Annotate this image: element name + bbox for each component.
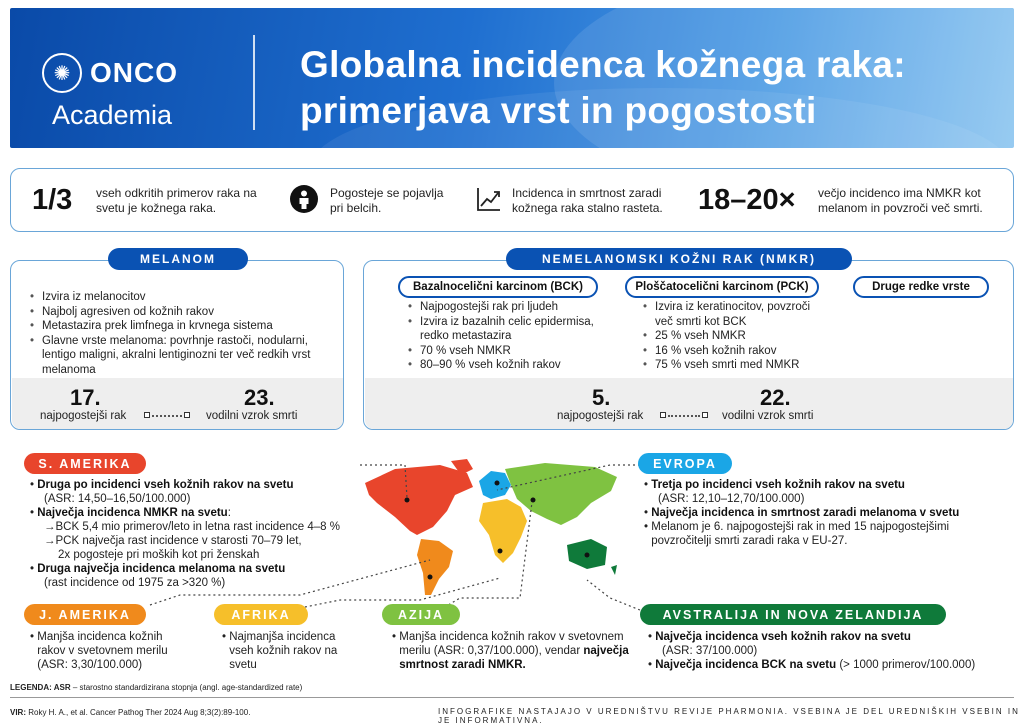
- text-line: [644, 506, 989, 520]
- text-strong: Tretja po incidenci vseh kožnih rakov na svetu: [651, 479, 905, 491]
- text-line: →PCK največja rast incidence v starosti 70–79 let,: [44, 535, 302, 547]
- tag-afrika: AFRIKA: [214, 604, 308, 625]
- text-line: • Največja incidenca vseh kožnih rakov na svetu: [648, 631, 911, 643]
- text-strong: največja smrtnost zaradi NMKR.: [399, 645, 629, 671]
- melanom-rank2: 23.: [244, 385, 275, 410]
- footer-divider: [10, 697, 1014, 698]
- text-strong: Največja incidenca in smrtnost zaradi melanoma v svetu: [651, 507, 960, 519]
- bullet: •: [392, 631, 400, 643]
- list-item: • Izvira iz keratinocitov, povzroči več smrti kot BCK: [643, 300, 813, 329]
- stat-text-1: vseh odkritih primerov raka na svetu je kožnega raka.: [96, 186, 257, 215]
- stat-text-3: Incidenca in smrtnost zaradi kožnega raka stalno rasteta.: [512, 186, 663, 215]
- connector-dots: [152, 415, 182, 417]
- nmkr-rank1: 5.: [592, 385, 611, 410]
- text-line: • Druga po incidenci vseh kožnih rakov na svetu: [30, 479, 294, 491]
- nmkr-rank2: 22.: [760, 385, 791, 410]
- bck-title: Bazalnocelični karcinom (BCK): [398, 276, 598, 298]
- tag-s-amerika: S. AMERIKA: [24, 453, 146, 474]
- text-span: :: [227, 507, 231, 519]
- text-line: • Tretja po incidenci vseh kožnih rakov na svetu: [644, 479, 905, 491]
- page-title-line2: primerjava vrst in pogostosti: [300, 90, 817, 131]
- stat-text-2: Pogosteje se pojavlja pri belcih.: [330, 186, 444, 215]
- text-span: Melanom je 6. najpogostejši rak in med 15 najpogostejšimi povzročitelji smrti zaradi raka v EU-27.: [651, 521, 950, 547]
- stat-text-4: večjo incidenco ima NMKR kot melanom in povzroči več smrti.: [818, 186, 983, 215]
- onco-logo-icon: ✺: [42, 53, 82, 93]
- azija-text: [392, 630, 637, 672]
- stat-big-4: 18–20×: [698, 184, 796, 216]
- connector-square: [702, 412, 708, 418]
- tag-j-amerika: J. AMERIKA: [24, 604, 146, 625]
- legend: [10, 683, 302, 692]
- connector-square: [144, 412, 150, 418]
- source-text: Roky H. A., et al. Cancer Pathog Ther 2024 Aug 8;3(2):89-100.: [26, 708, 251, 717]
- melanom-rank1: 17.: [70, 385, 101, 410]
- list-item: • 16 % vseh kožnih rakov: [643, 344, 813, 359]
- s-amerika-text: [30, 478, 360, 590]
- text-span: Manjša incidenca kožnih rakov v svetovnem merilu (ASR: 3,30/100.000): [37, 631, 168, 671]
- bullet: •: [222, 631, 230, 643]
- text-line: →BCK 5,4 mio primerov/leto in letna rast incidence 4–8 %: [44, 521, 340, 533]
- text-line: (ASR: 14,50–16,50/100.000): [44, 493, 191, 505]
- text-strong: Druga po incidenci vseh kožnih rakov na svetu: [37, 479, 294, 491]
- melanom-title: MELANOM: [108, 248, 248, 270]
- list-item: • 70 % vseh NMKR: [408, 344, 608, 359]
- nmkr-rank2-label: vodilni vzrok smrti: [722, 410, 814, 422]
- bullet: •: [644, 521, 652, 533]
- tag-evropa: EVROPA: [638, 453, 732, 474]
- legend-text: – starostno standardizirana stopnja (angl. age-standardized rate): [70, 683, 303, 692]
- text-line: • Največja incidenca NMKR na svetu:: [30, 507, 231, 519]
- avstralija-text: [648, 630, 1008, 672]
- list-item: • Izvira iz melanocitov: [30, 290, 330, 305]
- connector-square: [660, 412, 666, 418]
- melanom-list: [30, 290, 330, 377]
- list-item: • 80–90 % vseh kožnih rakov: [408, 358, 608, 373]
- text-span: [399, 630, 637, 672]
- connector-dots: [668, 415, 700, 417]
- text-line: (ASR: 37/100.000): [662, 645, 758, 657]
- bck-list: [408, 300, 608, 373]
- source-label: VIR:: [10, 708, 26, 717]
- text-strong: Največja incidenca NMKR na svetu: [37, 507, 228, 519]
- person-icon: [290, 185, 318, 213]
- trend-up-icon: [476, 186, 502, 212]
- text-line: 2x pogosteje pri moških kot pri ženskah: [58, 549, 260, 561]
- melanom-rank2-label: vodilni vzrok smrti: [206, 410, 298, 422]
- nmkr-title: NEMELANOMSKI KOŽNI RAK (NMKR): [506, 248, 852, 270]
- text-line: [644, 520, 989, 548]
- j-amerika-text: [30, 630, 190, 672]
- text-span: Manjša incidenca kožnih rakov v svetovnem merilu (ASR: 0,37/100.000),: [399, 631, 624, 657]
- logo-line1: ONCO: [90, 57, 178, 88]
- list-item: • Najbolj agresiven od kožnih rakov: [30, 305, 330, 320]
- nmkr-rank-area: [365, 378, 1013, 429]
- text-span: (> 1000 primerov/100.000): [839, 659, 976, 671]
- text-line: (rast incidence od 1975 za >320 %): [44, 577, 226, 589]
- evropa-text: [644, 478, 989, 548]
- header-divider: [253, 35, 255, 130]
- list-item: • Izvira iz bazalnih celic epidermisa, redko metastazira: [408, 315, 608, 344]
- list-item: • Metastazira prek limfnega in krvnega sistema: [30, 319, 330, 334]
- text-line: (ASR: 12,10–12,70/100.000): [658, 493, 805, 505]
- text-line: • Največja incidenca BCK na svetu (> 1000 primerov/100.000): [648, 659, 976, 671]
- text-span: Najmanjša incidenca vseh kožnih rakov na svetu: [229, 631, 338, 671]
- pck-title: Ploščatocelični karcinom (PCK): [625, 276, 819, 298]
- text-strong: Druga največja incidenca melanoma na svetu: [37, 563, 286, 575]
- bullet: •: [644, 507, 652, 519]
- nmkr-rank1-label: najpogostejši rak: [557, 410, 644, 422]
- pck-list: [643, 300, 813, 373]
- text-span: vendar: [544, 645, 581, 657]
- tag-avstralija: AVSTRALIJA IN NOVA ZELANDIJA: [640, 604, 946, 625]
- afrika-text: [222, 630, 362, 672]
- connector-square: [184, 412, 190, 418]
- logo-line2: Academia: [52, 100, 173, 130]
- footer-note: INFOGRAFIKE NASTAJAJO V UREDNIŠTVU REVIJE PHARMONIA. VSEBINA JE DEL UREDNIŠKIH VSEBIN IN JE INFORMATIVNA.: [438, 707, 1020, 725]
- source: [10, 708, 250, 717]
- list-item: • Glavne vrste melanoma: povrhnje rastoči, nodularni, lentigo maligni, akralni lentiginozni ter več redkih vrst melanoma: [30, 334, 330, 378]
- text-strong: Največja incidenca BCK na svetu: [655, 659, 837, 671]
- melanom-rank1-label: najpogostejši rak: [40, 410, 127, 422]
- other-title: Druge redke vrste: [853, 276, 989, 298]
- list-item: • 75 % vseh smrti med NMKR: [643, 358, 813, 373]
- tag-azija: AZIJA: [382, 604, 460, 625]
- list-item: • Najpogostejši rak pri ljudeh: [408, 300, 608, 315]
- stat-big-1: 1/3: [32, 184, 73, 216]
- list-item: • 25 % vseh NMKR: [643, 329, 813, 344]
- text-line: • Druga največja incidenca melanoma na svetu: [30, 563, 286, 575]
- text-strong: Največja incidenca vseh kožnih rakov na svetu: [655, 631, 911, 643]
- bullet: •: [30, 631, 38, 643]
- legend-label: LEGENDA: ASR: [10, 683, 71, 692]
- page-title-line1: Globalna incidenca kožnega raka:: [300, 44, 906, 85]
